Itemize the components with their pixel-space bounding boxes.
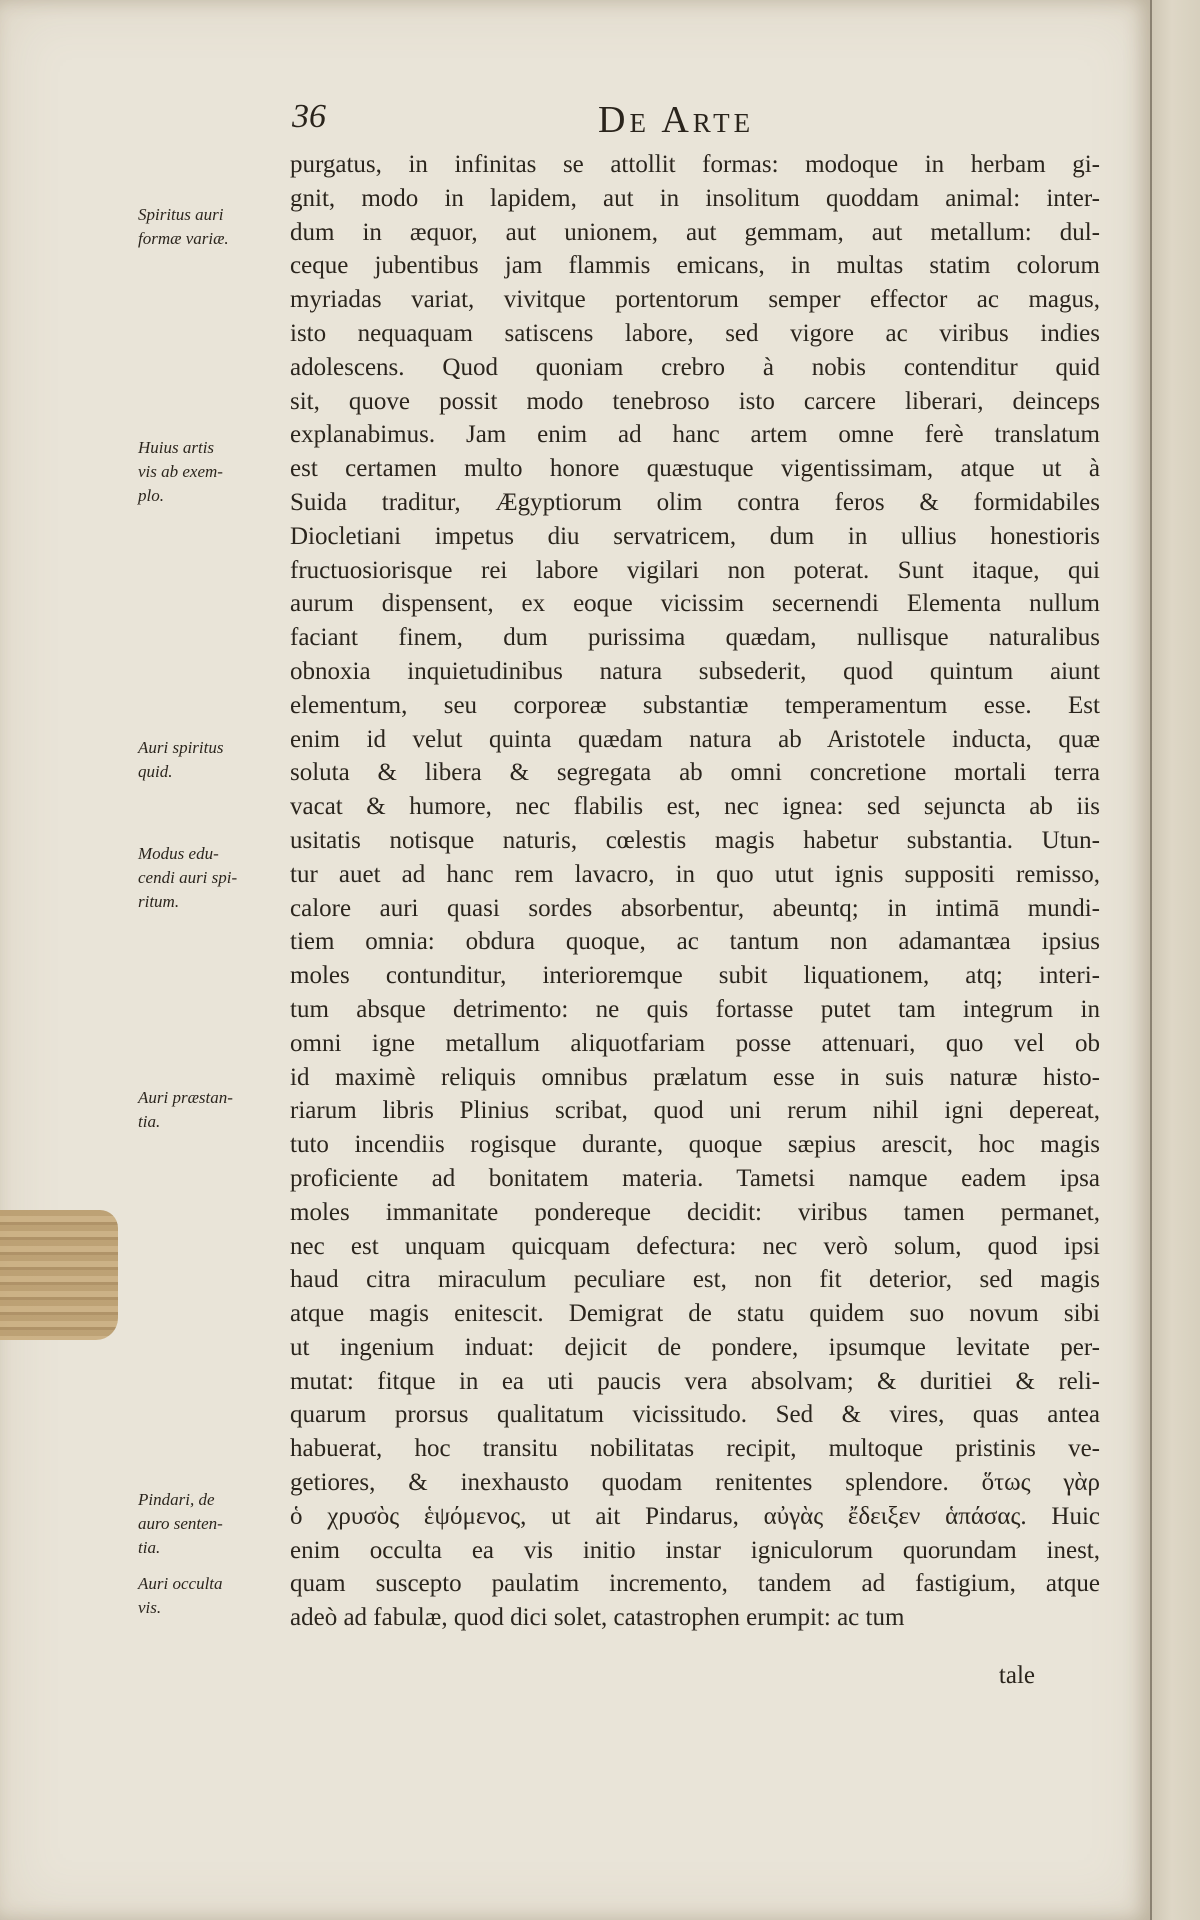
text-line: myriadas variat, vivitque portentorum semper effector ac magus, xyxy=(290,286,1100,314)
text-line: usitatis notisque naturis, cœlestis magis habetur substantia. Utun- xyxy=(290,826,1100,854)
text-line: gnit, modo in lapidem, aut in insolitum quoddam animal: inter- xyxy=(290,184,1100,212)
text-line: Suida traditur, Ægyptiorum olim contra feros & formidabiles xyxy=(290,488,1100,516)
margin-note: Spiritus auri formæ variæ. xyxy=(138,205,229,248)
paper-stain xyxy=(0,1210,118,1340)
text-line: adeò ad fabulæ, quod dici solet, catastrophen erumpit: ac tum xyxy=(290,1604,905,1632)
text-line: Diocletiani impetus diu servatricem, dum in ullius honestioris xyxy=(290,522,1100,550)
text-line: est certamen multo honore quæstuque vigentissimam, atque ut à xyxy=(290,455,1100,483)
margin-note: Auri præstan- tia. xyxy=(138,1088,233,1131)
text-line: tuto incendiis rogisque durante, quoque sæpius arescit, hoc magis xyxy=(290,1131,1100,1159)
text-line: tiem omnia: obdura quoque, ac tantum non adamantæa ipsius xyxy=(290,928,1100,956)
text-line: mutat: fitque in ea uti paucis vera absolvam; & duritiei & reli- xyxy=(290,1367,1100,1395)
text-line: sit, quove possit modo tenebroso isto carcere liberari, deinceps xyxy=(290,387,1100,415)
text-line: explanabimus. Jam enim ad hanc artem omne ferè translatum xyxy=(290,421,1100,449)
text-line: id maximè reliquis omnibus prælatum esse in suis naturæ histo- xyxy=(290,1063,1100,1091)
margin-note: Modus edu- cendi auri spi- ritum. xyxy=(138,844,238,911)
text-line: enim occulta ea vis initio instar igniculorum quorundam inest, xyxy=(290,1536,1100,1564)
margin-note: Pindari, de auro senten- tia. xyxy=(138,1490,223,1557)
page-number: 36 xyxy=(292,98,326,135)
text-line: haud citra miraculum peculiare est, non fit deterior, sed magis xyxy=(290,1266,1100,1294)
text-line: quam suscepto paulatim incremento, tandem ad fastigium, atque xyxy=(290,1570,1100,1598)
text-line: dum in æquor, aut unionem, aut gemmam, aut metallum: dul- xyxy=(290,218,1100,246)
text-line: soluta & libera & segregata ab omni concretione mortali terra xyxy=(290,759,1100,787)
text-line: fructuosiorisque rei labore vigilari non poterat. Sunt itaque, qui xyxy=(290,556,1100,584)
text-line: adolescens. Quod quoniam crebro à nobis contenditur quid xyxy=(290,353,1100,381)
text-line: obnoxia inquietudinibus natura subsederit, quod quintum aiunt xyxy=(290,657,1100,685)
text-line: nec est unquam quicquam defectura: nec verò solum, quod ipsi xyxy=(290,1232,1100,1260)
text-line: vacat & humore, nec flabilis est, nec ignea: sed sejuncta ab iis xyxy=(290,793,1100,821)
text-line: quarum prorsus qualitatum vicissitudo. Sed & vires, quas antea xyxy=(290,1401,1100,1429)
text-line: moles immanitate pondereque decidit: viribus tamen permanet, xyxy=(290,1198,1100,1226)
text-line: atque magis enitescit. Demigrat de statu quidem suo novum sibi xyxy=(290,1300,1100,1328)
margin-note: Huius artis vis ab exem- plo. xyxy=(138,438,223,505)
text-line: tum absque detrimento: ne quis fortasse putet tam integrum in xyxy=(290,995,1100,1023)
running-head: De Arte xyxy=(598,99,755,141)
body-text xyxy=(290,148,1100,1635)
text-line: purgatus, in infinitas se attollit formas: modoque in herbam gi- xyxy=(290,151,1100,178)
text-line: ceque jubentibus jam flammis emicans, in multas statim colorum xyxy=(290,252,1100,280)
margin-note: Auri occulta vis. xyxy=(138,1574,223,1617)
text-line: calore auri quasi sordes absorbentur, abeuntq; in intimā mundi- xyxy=(290,894,1100,922)
text-line: enim id velut quinta quædam natura ab Aristotele inducta, quæ xyxy=(290,725,1100,753)
text-line: ut ingenium induat: dejicit de pondere, ipsumque levitate per- xyxy=(290,1333,1100,1361)
text-line: tur auet ad hanc rem lavacro, in quo utut ignis suppositi remisso, xyxy=(290,860,1100,888)
text-line: getiores, & inexhausto quodam renitentes splendore. ὅτως γὰρ xyxy=(290,1469,1100,1497)
text-line: omni igne metallum aliquotfariam posse attenuari, quo vel ob xyxy=(290,1029,1100,1057)
text-line: aurum dispensent, ex eoque vicissim secernendi Elementa nullum xyxy=(290,590,1100,618)
margin-note: Auri spiritus quid. xyxy=(138,738,224,781)
text-line: elementum, seu corporeæ substantiæ temperamentum esse. Est xyxy=(290,691,1100,719)
text-line: proficiente ad bonitatem materia. Tametsi namque eadem ipsa xyxy=(290,1164,1100,1192)
next-page-edge xyxy=(1150,0,1200,1920)
text-line: isto nequaquam satiscens labore, sed vigore ac viribus indies xyxy=(290,319,1100,347)
text-line: moles contunditur, interioremque subit liquationem, atq; interi- xyxy=(290,962,1100,990)
text-line: riarum libris Plinius scribat, quod uni rerum nihil igni depereat, xyxy=(290,1097,1100,1125)
text-line: ὁ χρυσὸς ἑψόμενος, ut ait Pindarus, αὐγὰς ἔδειξεν ἁπάσας. Huic xyxy=(290,1502,1100,1530)
text-line: faciant finem, dum purissima quædam, nullisque naturalibus xyxy=(290,624,1100,652)
catchword: tale xyxy=(998,1662,1035,1689)
text-line: habuerat, hoc transitu nobilitatas recipit, multoque pristinis ve- xyxy=(290,1435,1100,1463)
